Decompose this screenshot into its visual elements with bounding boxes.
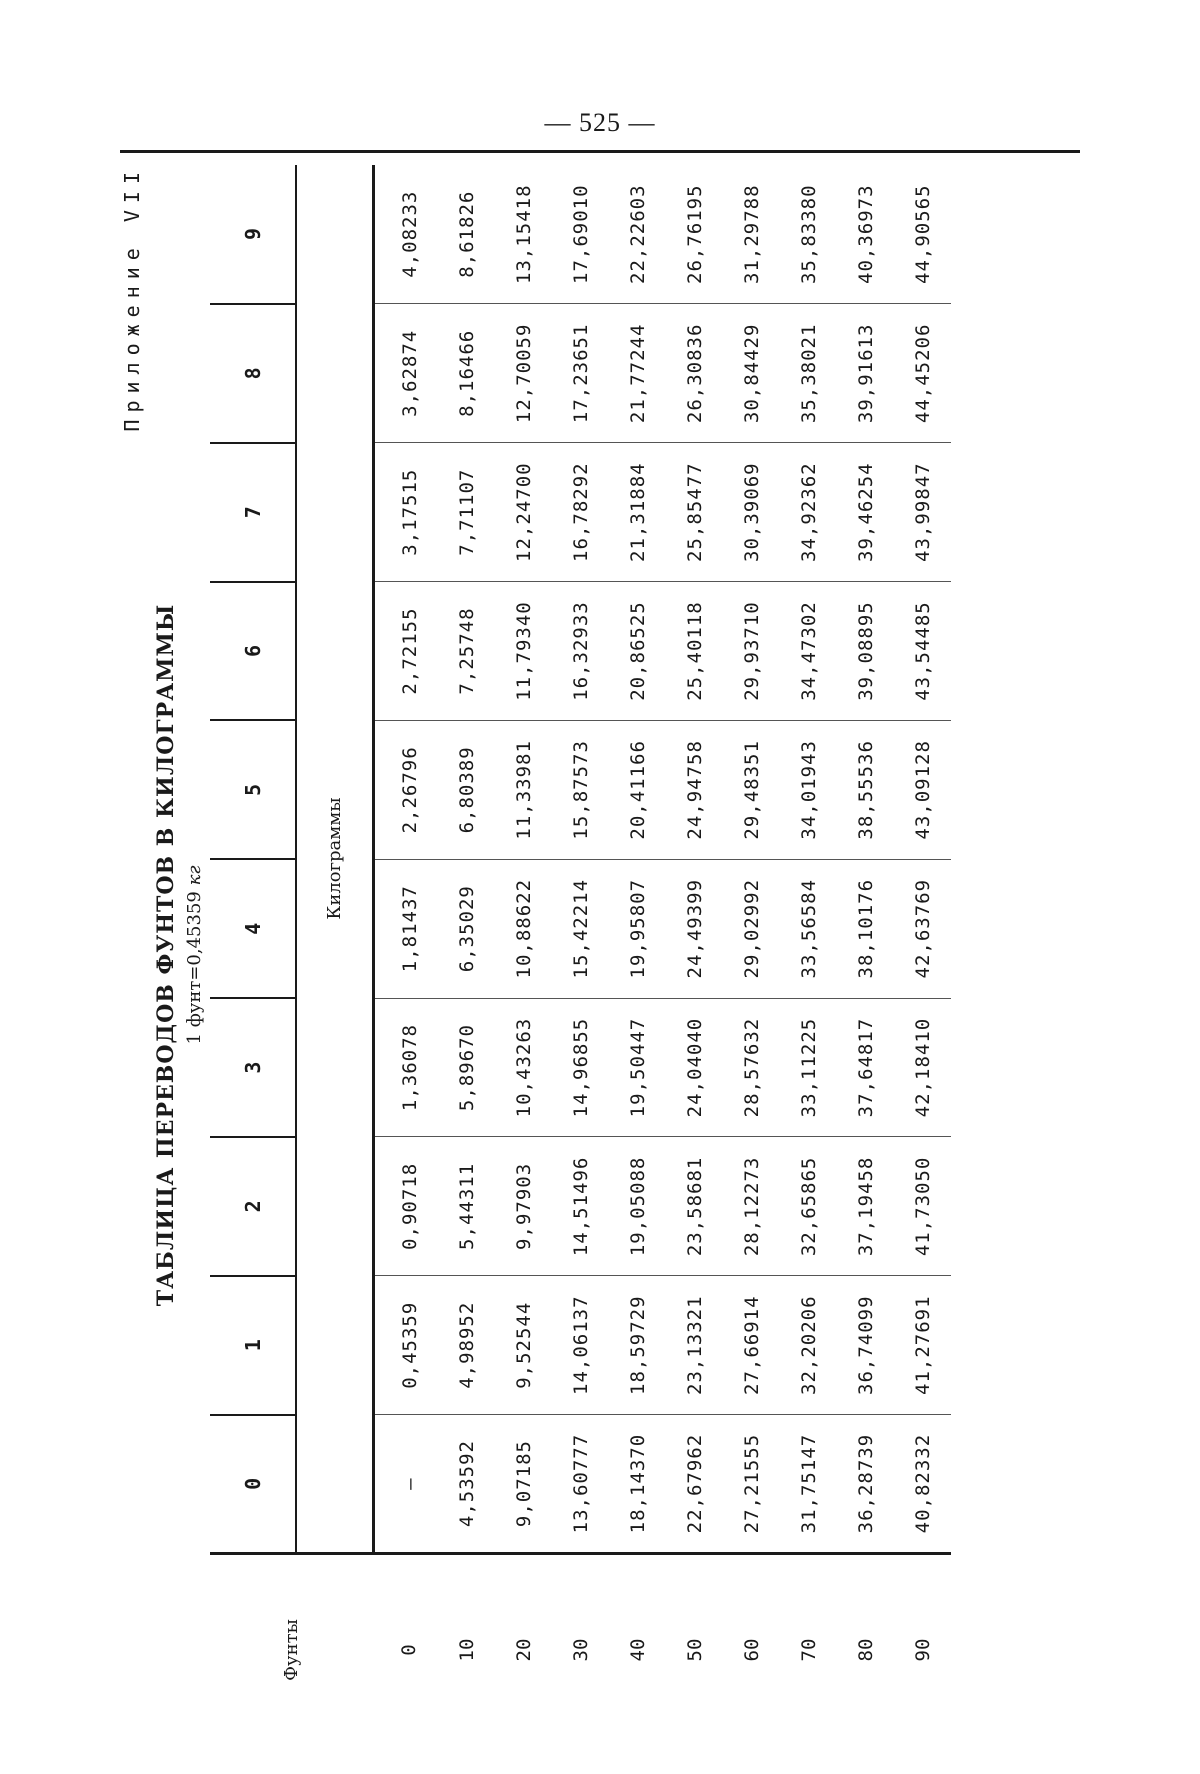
table-cell: 17,69010 [552, 165, 609, 304]
table-cell: 19,50447 [609, 998, 666, 1137]
table-cell: 31,29788 [723, 165, 780, 304]
table-cell: 12,70059 [495, 304, 552, 443]
table-cell: 36,28739 [854, 1433, 877, 1534]
table-cell: 33,56584 [780, 859, 837, 998]
table-cell: 35,38021 [780, 304, 837, 443]
table-cell: 44,45206 [894, 304, 951, 443]
table-cell: 9,97903 [495, 1137, 552, 1276]
conversion-table [210, 165, 951, 1745]
table-cell: 8,61826 [438, 165, 495, 304]
table-cell: 41,27691 [894, 1276, 951, 1415]
table-cell: 5,44311 [438, 1137, 495, 1276]
table-cell: 7,25748 [438, 582, 495, 721]
column-header: 0 [210, 1415, 296, 1554]
row-label: 70 [780, 1554, 837, 1746]
row-label: 30 [552, 1554, 609, 1746]
table-row [666, 165, 723, 1745]
table-cell: 23,58681 [666, 1137, 723, 1276]
table-cell: 37,64817 [837, 998, 894, 1137]
table-cell: 20,86525 [609, 582, 666, 721]
table-cell: 43,09128 [894, 720, 951, 859]
table-row [609, 165, 666, 1745]
table-cell: 13,60777 [569, 1433, 592, 1534]
table-row [438, 165, 495, 1745]
table-title: ТАБЛИЦА ПЕРЕВОДОВ ФУНТОВ В КИЛОГРАММЫ [153, 603, 179, 1307]
table-cell: 42,18410 [894, 998, 951, 1137]
row-label: 10 [438, 1554, 495, 1746]
table-body [374, 165, 952, 1745]
table-cell: 30,39069 [723, 443, 780, 582]
column-header: 3 [210, 998, 296, 1137]
table-cell: 11,79340 [495, 582, 552, 721]
table-cell: — [398, 1477, 421, 1490]
table-cell: 9,52544 [495, 1276, 552, 1415]
table-cell: 1,36078 [374, 998, 439, 1137]
table-cell: 21,77244 [609, 304, 666, 443]
table-cell: 43,54485 [894, 582, 951, 721]
subtitle-unit: кг [184, 865, 205, 886]
table-cell: 0,90718 [374, 1137, 439, 1276]
table-cell: 4,53592 [455, 1440, 478, 1528]
table-cell: 37,19458 [837, 1137, 894, 1276]
table-cell: 29,48351 [723, 720, 780, 859]
top-rule [120, 150, 1080, 153]
table-cell: 41,73050 [894, 1137, 951, 1276]
table-cell: 42,63769 [894, 859, 951, 998]
page-number: — 525 — [544, 108, 656, 137]
table-cell: 34,92362 [780, 443, 837, 582]
table-subtitle [184, 165, 205, 1745]
row-label: 60 [723, 1554, 780, 1746]
table-cell: 27,66914 [723, 1276, 780, 1415]
table-cell: 38,10176 [837, 859, 894, 998]
table-cell: 30,84429 [723, 304, 780, 443]
column-header: 4 [210, 859, 296, 998]
table-cell: 26,30836 [666, 304, 723, 443]
table-cell: 40,36973 [837, 165, 894, 304]
table-cell: 11,33981 [495, 720, 552, 859]
row-label: 90 [894, 1554, 951, 1746]
column-header: 9 [210, 165, 296, 304]
appendix-label: Приложение VII [120, 165, 144, 432]
table-cell: 43,99847 [894, 443, 951, 582]
table-cell: 9,07185 [512, 1440, 535, 1528]
column-header: 6 [210, 582, 296, 721]
table-cell: 19,95807 [609, 859, 666, 998]
column-header: 5 [210, 720, 296, 859]
subtitle-formula: 1 фунт=0,45359 [184, 891, 205, 1045]
table-cell: 7,71107 [438, 443, 495, 582]
table-cell: 15,42214 [552, 859, 609, 998]
table-cell: 25,40118 [666, 582, 723, 721]
table-cell: 16,78292 [552, 443, 609, 582]
table-cell: 19,05088 [609, 1137, 666, 1276]
table-cell: 23,13321 [666, 1276, 723, 1415]
row-label: 50 [666, 1554, 723, 1746]
table-cell: 24,94758 [666, 720, 723, 859]
row-label: 40 [609, 1554, 666, 1746]
table-cell: 15,87573 [552, 720, 609, 859]
table-cell: 2,72155 [374, 582, 439, 721]
table-cell: 4,98952 [438, 1276, 495, 1415]
table-cell: 14,51496 [552, 1137, 609, 1276]
table-cell: 28,57632 [723, 998, 780, 1137]
table-cell: 1,81437 [374, 859, 439, 998]
table-cell: 6,80389 [438, 720, 495, 859]
row-label: 0 [374, 1554, 439, 1746]
table-cell: 5,89670 [438, 998, 495, 1137]
table-cell: 31,75147 [797, 1433, 820, 1534]
table-cell: 17,23651 [552, 304, 609, 443]
table-cell: 29,02992 [723, 859, 780, 998]
table-cell: 6,35029 [438, 859, 495, 998]
table-cell: 14,06137 [552, 1276, 609, 1415]
table-cell: 14,96855 [552, 998, 609, 1137]
table-cell: 32,65865 [780, 1137, 837, 1276]
table-cell: 2,26796 [374, 720, 439, 859]
column-header: 1 [210, 1276, 296, 1415]
table-cell: 26,76195 [666, 165, 723, 304]
table-cell: 10,43263 [495, 998, 552, 1137]
table-row [552, 165, 609, 1745]
table-cell: 8,16466 [438, 304, 495, 443]
table-cell: 21,31884 [609, 443, 666, 582]
table-cell: 34,47302 [780, 582, 837, 721]
column-header: 2 [210, 1137, 296, 1276]
table-cell: 4,08233 [374, 165, 439, 304]
table-cell: 39,46254 [837, 443, 894, 582]
table-cell: 3,17515 [374, 443, 439, 582]
table-cell: 16,32933 [552, 582, 609, 721]
row-header-funty: Фунты [210, 1554, 374, 1746]
table-row [723, 165, 780, 1745]
unit-header-kilograms: Килограммы [296, 165, 374, 1554]
table-cell: 35,83380 [780, 165, 837, 304]
unit-header-row [296, 165, 374, 1745]
table-row [894, 165, 951, 1745]
column-header-row [210, 165, 296, 1745]
table-cell: 12,24700 [495, 443, 552, 582]
table-cell: 24,04040 [666, 998, 723, 1137]
table-cell: 22,67962 [683, 1433, 706, 1534]
table-cell: 0,45359 [374, 1276, 439, 1415]
table-cell: 44,90565 [894, 165, 951, 304]
table-row [780, 165, 837, 1745]
row-label: 20 [495, 1554, 552, 1746]
table-cell: 36,74099 [837, 1276, 894, 1415]
table-row [837, 165, 894, 1745]
table-cell: 10,88622 [495, 859, 552, 998]
table-cell: 25,85477 [666, 443, 723, 582]
column-header: 7 [210, 443, 296, 582]
table-cell: 38,55536 [837, 720, 894, 859]
table-cell: 18,14370 [626, 1433, 649, 1534]
table-cell: 20,41166 [609, 720, 666, 859]
table-cell: 40,82332 [911, 1433, 934, 1534]
table-cell: 29,93710 [723, 582, 780, 721]
table-cell: 34,01943 [780, 720, 837, 859]
table-cell: 27,21555 [740, 1433, 763, 1534]
row-label: 80 [837, 1554, 894, 1746]
table-row [374, 165, 439, 1745]
table-cell: 13,15418 [495, 165, 552, 304]
table-cell: 24,49399 [666, 859, 723, 998]
table-cell: 28,12273 [723, 1137, 780, 1276]
table-cell: 33,11225 [780, 998, 837, 1137]
table-cell: 39,08895 [837, 582, 894, 721]
rotated-table-block [120, 165, 1080, 1745]
table-cell: 22,22603 [609, 165, 666, 304]
table-cell: 39,91613 [837, 304, 894, 443]
table-cell: 32,20206 [780, 1276, 837, 1415]
column-header: 8 [210, 304, 296, 443]
table-cell: 3,62874 [374, 304, 439, 443]
table-row [495, 165, 552, 1745]
table-cell: 18,59729 [609, 1276, 666, 1415]
